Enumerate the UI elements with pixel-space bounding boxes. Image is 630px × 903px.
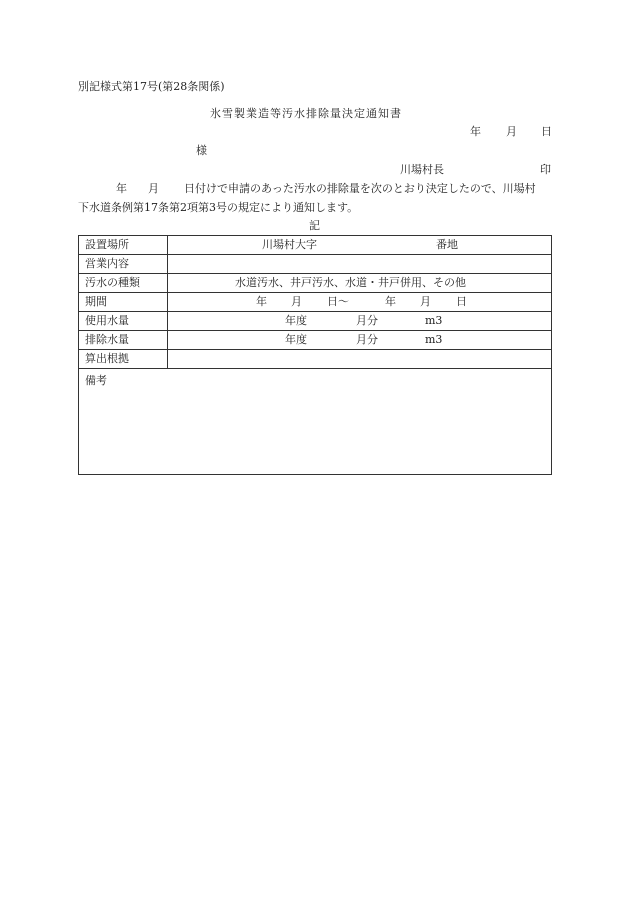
banchi-text: 番地 — [436, 238, 458, 251]
period-label: 期間 — [79, 293, 168, 312]
addressee-suffix: 様 — [196, 144, 207, 157]
sewage-type-label: 汚水の種類 — [79, 274, 168, 293]
business-value[interactable] — [168, 255, 552, 274]
table-row — [79, 255, 552, 274]
date-month: 月 — [506, 125, 517, 138]
period-to-month: 月 — [420, 295, 431, 308]
table-row — [79, 293, 552, 312]
period-from-day: 日～ — [327, 295, 349, 308]
document-title: 氷雪製業造等汚水排除量決定通知書 — [210, 107, 402, 120]
usage-volume-value[interactable] — [168, 312, 552, 331]
date-year: 年 — [470, 125, 481, 138]
discharge-volume-label: 排除水量 — [79, 331, 168, 350]
location-label: 設置場所 — [79, 236, 168, 255]
usage-month-part: 月分 — [356, 314, 378, 327]
period-from-year: 年 — [256, 295, 267, 308]
remarks-cell[interactable] — [79, 369, 552, 475]
discharge-nendo: 年度 — [285, 333, 307, 346]
calc-basis-value[interactable] — [168, 350, 552, 369]
sewage-type-options: 水道汚水、井戸汚水、水道・井戸併用、その他 — [235, 276, 466, 289]
village-text: 川場村大字 — [262, 238, 317, 251]
period-to-day: 日 — [456, 295, 467, 308]
date-day: 日 — [541, 125, 552, 138]
notice-table — [78, 235, 552, 475]
ki-heading: 記 — [309, 219, 320, 232]
sewage-type-value[interactable] — [168, 274, 552, 293]
table-row — [79, 236, 552, 255]
location-value[interactable] — [168, 236, 552, 255]
remarks-label: 備考 — [85, 374, 107, 387]
issuer-name: 川場村長 — [400, 163, 444, 176]
form-number: 別記様式第17号(第28条関係) — [78, 80, 225, 93]
body-month: 月 — [148, 182, 159, 195]
discharge-unit: m3 — [425, 333, 443, 346]
table-row — [79, 312, 552, 331]
period-from-month: 月 — [291, 295, 302, 308]
body-line-1: 日付けで申請のあった汚水の排除量を次のとおり決定したので、川場村 — [184, 182, 536, 195]
table-row — [79, 331, 552, 350]
body-line-2: 下水道条例第17条第2項第3号の規定により通知します。 — [78, 201, 359, 214]
calc-basis-label: 算出根拠 — [79, 350, 168, 369]
discharge-month-part: 月分 — [356, 333, 378, 346]
period-value[interactable] — [168, 293, 552, 312]
seal-mark: 印 — [540, 163, 551, 176]
discharge-volume-value[interactable] — [168, 331, 552, 350]
body-year: 年 — [116, 182, 127, 195]
table-row — [79, 369, 552, 475]
usage-unit: m3 — [425, 314, 443, 327]
period-to-year: 年 — [385, 295, 396, 308]
table-row — [79, 274, 552, 293]
usage-nendo: 年度 — [285, 314, 307, 327]
table-row — [79, 350, 552, 369]
usage-volume-label: 使用水量 — [79, 312, 168, 331]
business-label: 営業内容 — [79, 255, 168, 274]
